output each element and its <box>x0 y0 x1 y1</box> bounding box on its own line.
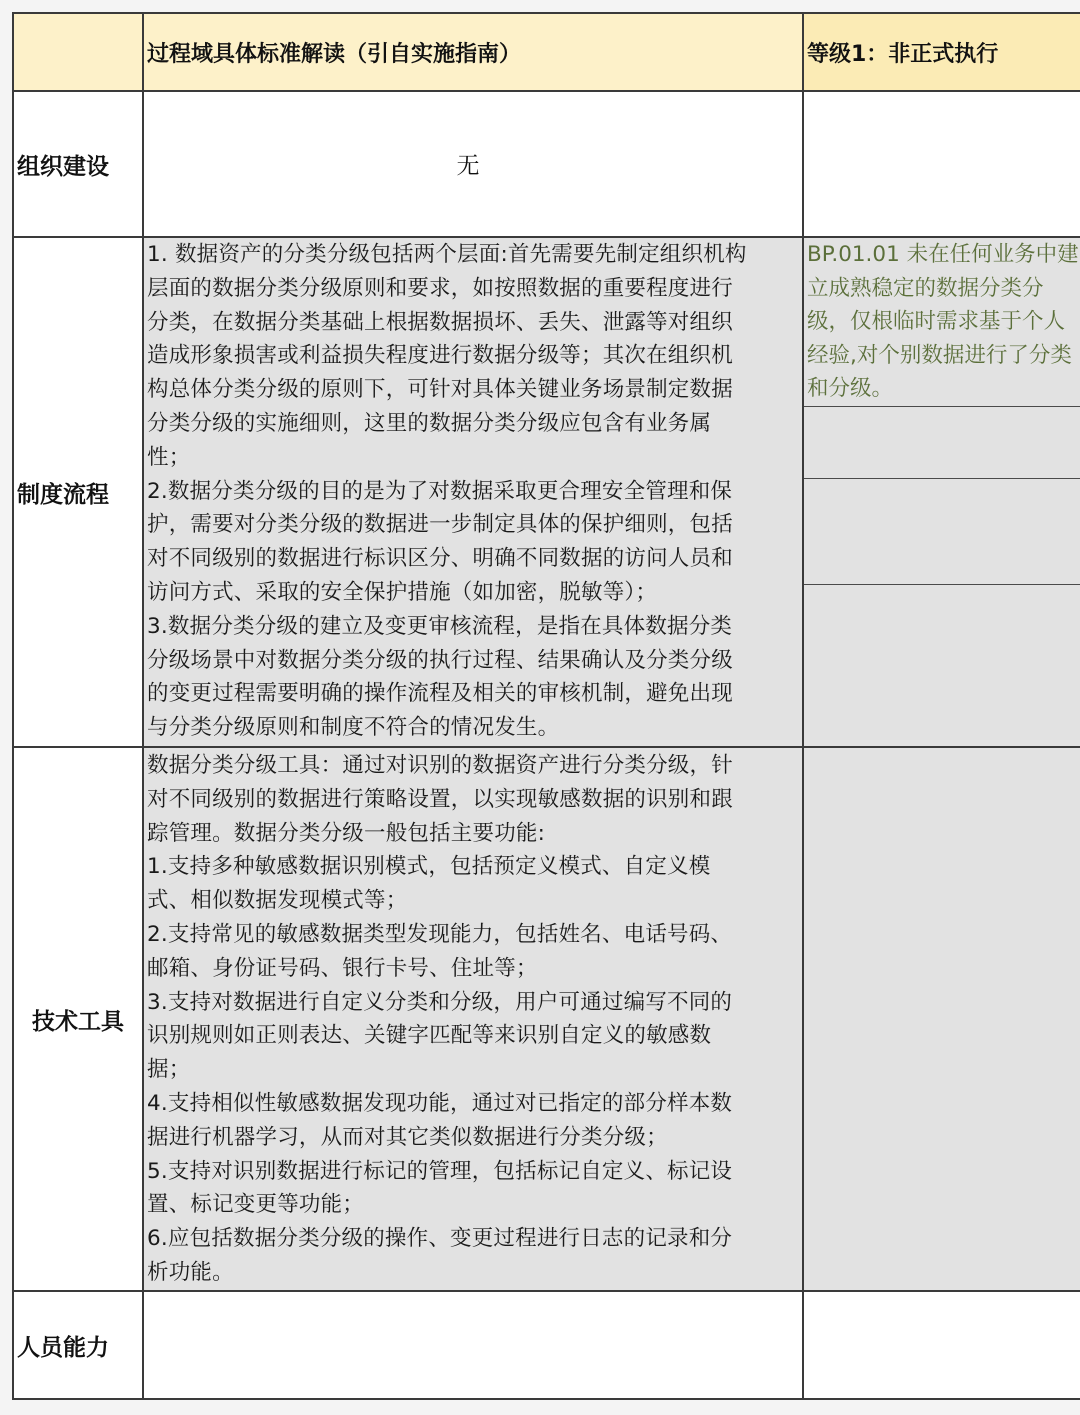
row-personnel-level1-cell[interactable] <box>804 1292 1080 1400</box>
row-organization-content-cell[interactable] <box>144 92 804 238</box>
row-label-tools[interactable] <box>12 748 144 1292</box>
row-tools-level1-cell[interactable] <box>804 748 1080 1292</box>
header-standard-title: 过程域具体标准解读（引自实施指南） <box>147 41 522 67</box>
row-process-level1-cell[interactable] <box>804 238 1080 748</box>
row-tools-content-cell[interactable] <box>144 748 804 1292</box>
row-organization-level1-cell[interactable] <box>804 92 1080 238</box>
header-level1-title: 等级1：非正式执行 <box>807 41 999 67</box>
inner-divider-1 <box>804 406 1080 407</box>
row-process-level1: BP.01.01 未在任何业务中建 立成熟稳定的数据分类分 级，仅根临时需求基于个人 经验,对个别数据进行了分类 和分级。 <box>807 242 1079 401</box>
header-cell-level1[interactable] <box>804 12 1080 92</box>
row-process-label: 制度流程 <box>17 481 109 508</box>
row-tools-content: 数据分类分级工具：通过对识别的数据资产进行分类分级，针 对不同级别的数据进行策略设置，以实现敏感数据的识别和跟 踪管理。数据分类分级一般包括主要功能: 1.支持多种敏感数据识别模式，包括预定义模式、自定义模 式、相似数据发现模式等； 2.支持常见的敏感数据类型发现能力，包括姓名、电话号码、 邮箱、身份证号码、银行卡号、住址等； 3.支持对数据进行自定义分类和分级，用户可通过编写不同的 识别规则如正则表达、关键字匹配等来识别自定义的敏感数 据； 4.支持相似性敏感数据发现功能，通过对已指定的部分样本数 据进行机器学习，从而对其它类似数据进行分类分级； 5.支持对识别数据进行标记的管理，包括标记自定义、标记设 置、标记变更等功能； 6.应包括数据分类分级的操作、变更过程进行日志的记录和分 析功能。 <box>147 753 733 1285</box>
header-cell-standard[interactable] <box>144 12 804 92</box>
row-label-personnel[interactable] <box>12 1292 144 1400</box>
header-cell-blank[interactable] <box>12 12 144 92</box>
row-organization-label: 组织建设 <box>17 153 109 180</box>
row-process-content-cell[interactable] <box>144 238 804 748</box>
row-personnel-label: 人员能力 <box>17 1334 109 1361</box>
inner-divider-2 <box>804 478 1080 479</box>
inner-divider-3 <box>804 584 1080 585</box>
row-tools-label: 技术工具 <box>32 1008 124 1035</box>
row-label-process[interactable] <box>12 238 144 748</box>
row-process-content: 1. 数据资产的分类分级包括两个层面:首先需要先制定组织机构 层面的数据分类分级原则和要求，如按照数据的重要程度进行 分类，在数据分类基础上根据数据损坏、丢失、泄露等对组织 造成形象损害或利益损失程度进行数据分级等；其次在组织机 构总体分类分级的原则下，可针对具体关键业务场景制定数据 分类分级的实施细则，这里的数据分类分级应包含有业务属 性； 2.数据分类分级的目的是为了对数据采取更合理安全管理和保 护，需要对分类分级的数据进一步制定具体的保护细则，包括 对不同级别的数据进行标识区分、明确不同数据的访问人员和 访问方式、采取的安全保护措施（如加密，脱敏等）； 3.数据分类分级的建立及变更审核流程，是指在具体数据分类 分级场景中对数据分类分级的执行过程、结果确认及分类分级 的变更过程需要明确的操作流程及相关的审核机制，避免出现 与分类分级原则和制度不符合的情况发生。 <box>147 242 747 741</box>
row-organization-content: 无 <box>456 152 480 179</box>
row-personnel-content-cell[interactable] <box>144 1292 804 1400</box>
row-label-organization[interactable] <box>12 92 144 238</box>
